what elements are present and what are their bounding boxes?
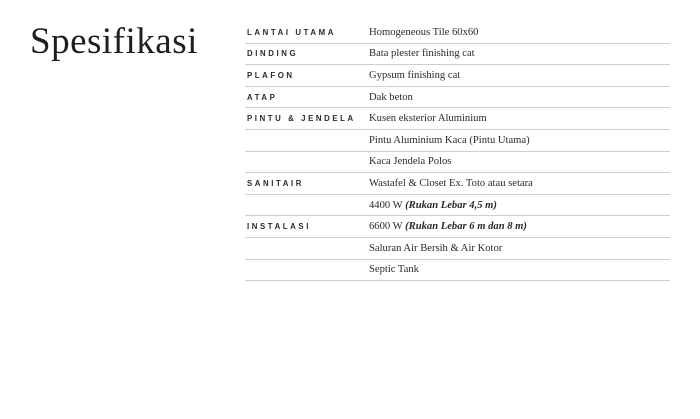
spec-row-kaca-jendela <box>245 152 670 174</box>
spec-value: 6600 W (Rukan Lebar 6 m dan 8 m) <box>369 221 527 233</box>
spec-category: LANTAI UTAMA <box>247 27 336 37</box>
spec-value: Gypsum finishing cat <box>369 69 461 81</box>
spec-row-dinding <box>245 44 670 66</box>
spec-value: Kusen eksterior Aluminium <box>369 113 487 125</box>
spec-row-instalasi <box>245 216 670 238</box>
spec-row-lantai-utama <box>245 22 670 44</box>
spec-row-pintu-jendela <box>245 108 670 130</box>
spec-value: Saluran Air Bersih & Air Kotor <box>369 242 503 254</box>
spec-row-septic-tank <box>245 260 670 282</box>
spec-value: Septic Tank <box>369 264 419 276</box>
spec-value: 4400 W (Rukan Lebar 4,5 m) <box>369 199 497 211</box>
spec-value: Pintu Aluminium Kaca (Pintu Utama) <box>369 134 530 146</box>
page-title: Spesifikasi <box>30 21 198 62</box>
spec-value: Kaca Jendela Polos <box>369 156 452 168</box>
spec-row-saluran-air <box>245 238 670 260</box>
spec-row-sanitair <box>245 173 670 195</box>
spec-category: ATAP <box>247 92 278 102</box>
spec-row-listrik-4400 <box>245 195 670 217</box>
spec-value: Wastafel & Closet Ex. Toto atau setara <box>369 177 533 189</box>
spec-category: DINDING <box>247 49 299 59</box>
spec-value: Bata plester finishing cat <box>369 48 475 60</box>
spec-category: SANITAIR <box>247 178 305 188</box>
spec-row-pintu-aluminium <box>245 130 670 152</box>
spec-value: Homogeneous Tile 60x60 <box>369 26 479 38</box>
spec-table <box>245 22 670 281</box>
spec-row-plafon <box>245 65 670 87</box>
spec-category: INSTALASI <box>247 222 311 232</box>
spec-value: Dak beton <box>369 91 413 103</box>
spec-row-atap <box>245 87 670 109</box>
spec-category: PLAFON <box>247 70 295 80</box>
spec-category: PINTU & JENDELA <box>247 114 356 124</box>
